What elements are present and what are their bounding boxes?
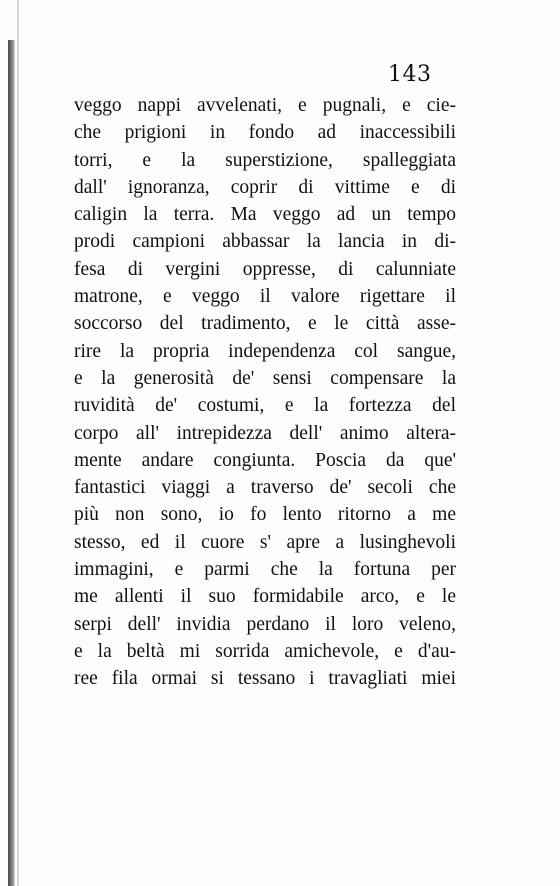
- page-gutter-line: [17, 0, 19, 886]
- text-line: torri, e la superstizione, spalleggiata: [74, 149, 456, 171]
- text-line: soccorso del tradimento, e le città asse-: [74, 313, 456, 335]
- page-binding-edge: [8, 40, 15, 886]
- page-number: 143: [388, 62, 432, 87]
- text-line: che prigioni in fondo ad inaccessibili: [74, 122, 456, 144]
- text-line: caligin la terra. Ma veggo ad un tempo: [74, 204, 456, 226]
- text-line: veggo nappi avvelenati, e pugnali, e cie-: [74, 95, 456, 116]
- text-line: me allenti il suo formidabile arco, e le: [74, 586, 456, 608]
- text-line: più non sono, io fo lento ritorno a me: [74, 504, 456, 526]
- text-line: ree fila ormai si tessano i travagliati miei: [74, 668, 456, 690]
- text-line: mente andare congiunta. Poscia da que': [74, 449, 456, 471]
- text-line: stesso, ed il cuore s' apre a lusinghevoli: [74, 531, 456, 553]
- text-line: e la generosità de' sensi compensare la: [74, 367, 456, 389]
- text-line: serpi dell' invidia perdano il loro veleno,: [74, 613, 456, 635]
- text-line: corpo all' intrepidezza dell' animo altera-: [74, 422, 456, 444]
- text-line: prodi campioni abbassar la lancia in di-: [74, 231, 456, 253]
- text-line: ruvidità de' costumi, e la fortezza del: [74, 395, 456, 417]
- text-line: rire la propria independenza col sangue,: [74, 340, 456, 362]
- text-line: fantastici viaggi a traverso de' secoli che: [74, 477, 456, 499]
- text-line: matrone, e veggo il valore rigettare il: [74, 286, 456, 308]
- text-line: fesa di vergini oppresse, di calunniate: [74, 258, 456, 280]
- body-text: [74, 92, 456, 693]
- text-line: dall' ignoranza, coprir di vittime e di: [74, 176, 456, 198]
- text-line: e la beltà mi sorrida amichevole, e d'au-: [74, 640, 456, 662]
- text-line: immagini, e parmi che la fortuna per: [74, 559, 456, 581]
